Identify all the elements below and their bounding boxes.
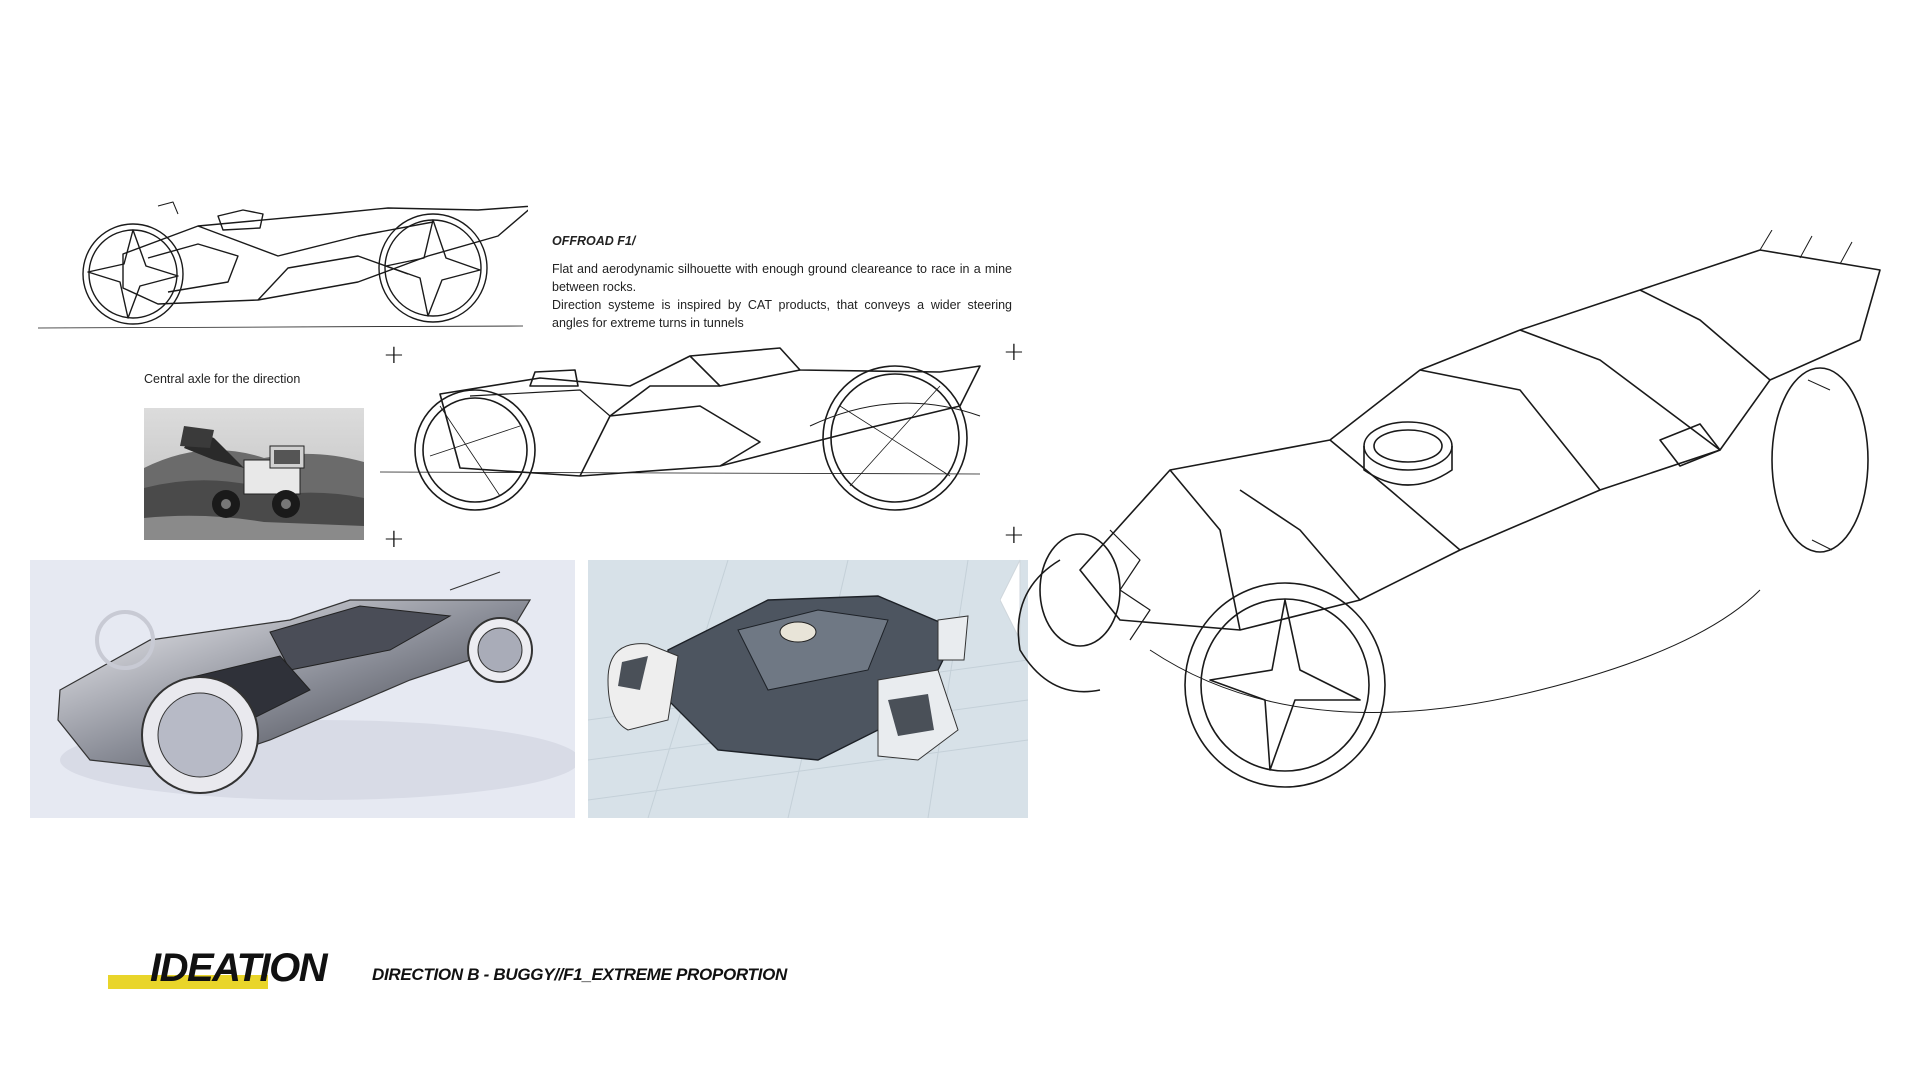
- side-view-sketch-top: [28, 196, 528, 332]
- wheel-loader-photo: [144, 408, 364, 540]
- perspective-sketch-large: [1000, 230, 1900, 800]
- page-subtitle: DIRECTION B - BUGGY//F1_EXTREME PROPORTION: [372, 965, 787, 984]
- concept-description: [552, 232, 1012, 332]
- plus-marker: +: [1003, 520, 1025, 550]
- render-3d-left: [30, 560, 575, 818]
- description-heading: OFFROAD F1/: [552, 234, 636, 248]
- description-paragraph-2: Direction systeme is inspired by CAT products, that conveys a wider steering angles for extreme turns in tunnels: [552, 298, 1012, 330]
- photo-caption: Central axle for the direction: [144, 372, 301, 386]
- description-paragraph-1: Flat and aerodynamic silhouette with enough ground cleareance to race in a mine between rocks.: [552, 262, 1012, 294]
- page-title: IDEATION: [150, 946, 327, 990]
- side-view-sketch-middle: [380, 346, 1000, 522]
- plus-marker: +: [1003, 337, 1025, 367]
- render-3d-right: [588, 560, 1028, 818]
- plus-marker: +: [383, 340, 405, 370]
- plus-marker: +: [383, 524, 405, 554]
